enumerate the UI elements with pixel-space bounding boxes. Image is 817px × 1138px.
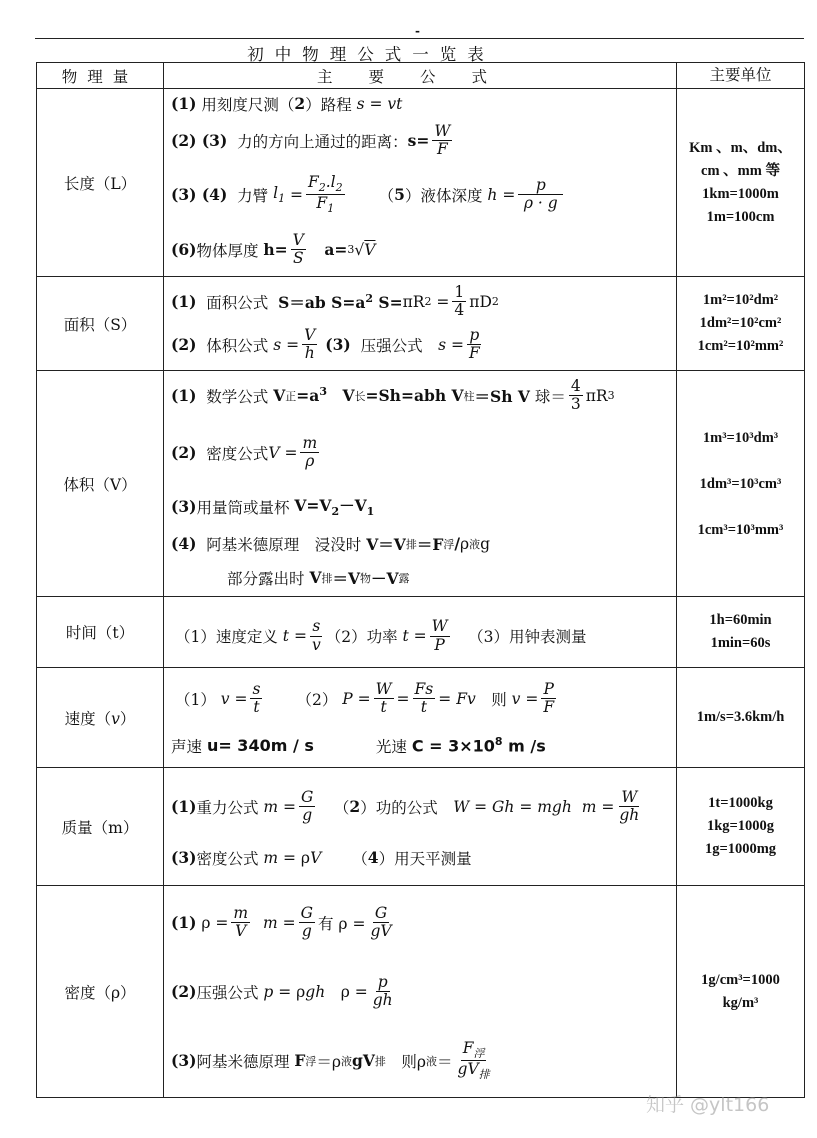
units-cell: 1m/s=3.6km/h <box>677 668 805 768</box>
unit-line: 1km=1000m <box>702 185 779 202</box>
unit-line: 1cm²=10²mm² <box>697 338 784 354</box>
top-rule <box>35 38 804 39</box>
table-row <box>37 768 805 886</box>
document-title: 初中物理公式一览表 <box>247 45 495 64</box>
formula-cell <box>164 768 677 886</box>
table-row <box>37 89 805 277</box>
units-cell <box>677 277 805 371</box>
formula-line: (3) 密度公式 m = ρ V （ 4 ）用天平测量 <box>171 848 472 868</box>
formula-line: (2) 压强公式 p = ρ gh ρ = p gh <box>171 972 393 1009</box>
formula-line: (4) 阿基米德原理 浸没时 V＝V 排 ＝F 浮 / ρ 液 g <box>171 534 491 554</box>
header-row <box>37 63 805 89</box>
table-row <box>37 597 805 668</box>
formula-cell <box>164 89 677 277</box>
unit-line: 1g/cm³=1000 <box>701 971 780 988</box>
formula-line: 部分露出时 V 排 ＝V 物 －V 露 <box>227 568 410 588</box>
quantity-cell: 长度（L） <box>37 89 164 277</box>
table-row <box>37 371 805 597</box>
formula-line: (1) 面积公式 S＝ab $S=a^2$ S= πR 2 = 1 4 πD 2 <box>171 282 499 319</box>
formula-cell <box>164 668 677 768</box>
unit-line: 1h=60min <box>709 612 772 628</box>
formula-line: (2) 体积公式 s = V h (3) 压强公式 s = p F <box>171 325 480 362</box>
formula-line: (6) 物体厚度 h= $\frac{V}{S}$ a= 3 √ V <box>171 230 376 267</box>
table-row <box>37 277 805 371</box>
formula-line: (2) 密度公式 V = m ρ <box>171 433 318 470</box>
formula-line: (3) 用量筒或量杯 $V=V_2-V_1$ <box>171 496 375 519</box>
formula-cell <box>164 371 677 597</box>
unit-line: 1dm³=10³cm³ <box>699 475 782 492</box>
formula-line: 声速 u= 340m / s 光速 $C = 3\times 10^8$ m /s <box>171 735 546 756</box>
quantity-cell: 密度（ρ） <box>37 886 164 1098</box>
unit-line: 1kg=1000g <box>706 818 775 834</box>
header-quantity: 物理量 <box>37 63 164 89</box>
unit-line: 1g=1000mg <box>704 841 777 857</box>
formula-cell <box>164 277 677 371</box>
unit-line: 1min=60s <box>710 635 771 651</box>
table-row <box>37 668 805 768</box>
header-formulas: 主要公式 <box>164 63 677 89</box>
unit-line: 1m³=10³dm³ <box>702 429 779 446</box>
formula-line: (1) 数学公式 V 正 $=a^3$ V 长 =Sh=abh V 柱 ＝Sh V 球＝ 4 3 πR 3 <box>171 376 615 413</box>
formula-line: (2) (3) 力的方向上通过的距离： s= $\frac{W}{F}$ <box>171 121 451 158</box>
unit-line: Km 、m、dm、 <box>689 139 792 156</box>
units-cell <box>677 597 805 668</box>
header-mark: - <box>415 24 420 38</box>
unit-line: 1m=100cm <box>706 208 775 225</box>
formula-line: (3) (4) 力臂 $l_1$ = $F_2.l_2$ $F_1$ （ 5 ）液体深度 h = p ρ · g <box>171 172 562 216</box>
units-cell <box>677 89 805 277</box>
units-cell <box>677 886 805 1098</box>
quantity-cell: 速度（v） <box>37 668 164 768</box>
formula-line: (1) 用刻度尺测（ 2 ）路程 s = vt <box>171 94 403 114</box>
quantity-cell: 质量（m） <box>37 768 164 886</box>
formula-line: （1） v = s t （2） P = W t = Fs t = Fv 则 v = P F <box>175 679 555 716</box>
unit-line: 1m²=10²dm² <box>702 292 779 308</box>
formula-line: (1) ρ = m V m = G g 有 ρ = G gV <box>171 903 392 940</box>
quantity-cell: 体积（V） <box>37 371 164 597</box>
table-row <box>37 886 805 1098</box>
units-cell <box>677 371 805 597</box>
quantity-cell: 面积（S） <box>37 277 164 371</box>
unit-line: 1t=1000kg <box>708 795 773 811</box>
formula-line: (3) 阿基米德原理 F 浮 ＝ρ 液 gV 排 则ρ 液 ＝ $F_浮$ $gV_排$ <box>171 1038 490 1082</box>
header-units: 主要单位 <box>677 63 805 89</box>
unit-line: kg/m³ <box>722 994 759 1011</box>
formula-line: （1）速度定义 t = s v （2）功率 t = W P （3）用钟表测量 <box>175 617 587 654</box>
unit-line: cm 、mm 等 <box>701 162 780 179</box>
formula-cell <box>164 886 677 1098</box>
quantity-cell: 时间（t） <box>37 597 164 668</box>
unit-line: 1dm²=10²cm² <box>699 315 782 331</box>
formula-table <box>36 62 805 1098</box>
units-cell <box>677 768 805 886</box>
unit-line: 1cm³=10³mm³ <box>697 521 784 538</box>
formula-line: (1) 重力公式 m = G g （ 2 ）功的公式 W = Gh = mgh m = W gh <box>171 787 640 824</box>
formula-cell <box>164 597 677 668</box>
watermark: 知乎 @ylt166 <box>646 1094 770 1116</box>
